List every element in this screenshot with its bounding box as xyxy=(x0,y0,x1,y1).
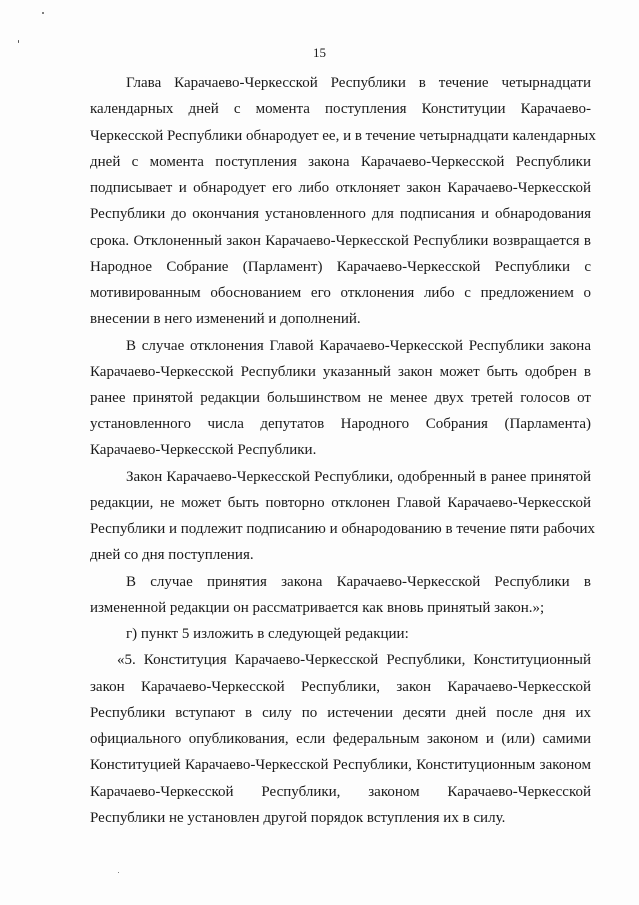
text-line: Карачаево-Черкесской Республики указанный закон может быть одобрен в xyxy=(90,364,591,380)
text-line: Народное Собрание (Парламент) Карачаево-Черкесской Республики с xyxy=(90,259,591,275)
text-line: редакции, не может быть повторно отклонен Главой Карачаево-Черкесской xyxy=(90,495,591,511)
text-line: Республики вступают в силу по истечении десяти дней после дня их xyxy=(90,705,591,721)
text-line: «5. Конституция Карачаево-Черкесской Республики, Конституционный xyxy=(117,652,591,668)
text-line: Конституцией Карачаево-Черкесской Республики, Конституционным законом xyxy=(90,757,591,773)
text-line: Республики не установлен другой порядок вступления их в силу. xyxy=(90,810,506,826)
text-line: срока. Отклоненный закон Карачаево-Черкесской Республики возвращается в xyxy=(90,233,591,249)
text-line: дней со дня поступления. xyxy=(90,547,254,563)
text-line: Черкесской Республики обнародует ее, и в течение четырнадцати календарных xyxy=(90,128,596,144)
page-number: 15 xyxy=(313,45,326,60)
text-line: Республики до окончания установленного для подписания и обнародования xyxy=(90,206,591,222)
text-line: Республики и подлежит подписанию и обнародованию в течение пяти рабочих xyxy=(90,521,596,537)
text-line: г) пункт 5 изложить в следующей редакции: xyxy=(126,626,409,642)
text-line: Карачаево-Черкесской Республики. xyxy=(90,442,317,458)
text-line: установленного числа депутатов Народного Собрания (Парламента) xyxy=(90,416,591,432)
text-line: ранее принятой редакции большинством не менее двух третей голосов от xyxy=(90,390,591,406)
text-line: В случае принятия закона Карачаево-Черкесской Республики в xyxy=(126,574,591,590)
text-line: календарных дней с момента поступления Конституции Карачаево- xyxy=(90,101,591,117)
scan-speck xyxy=(42,12,44,14)
text-line: закон Карачаево-Черкесской Республики, закон Карачаево-Черкесской xyxy=(90,679,591,695)
text-line: В случае отклонения Главой Карачаево-Черкесской Республики закона xyxy=(126,338,591,354)
text-line: Карачаево-Черкесской Республики, законом Карачаево-Черкесской xyxy=(90,784,591,800)
text-line: мотивированным обоснованием его отклонения либо с предложением о xyxy=(90,285,591,301)
text-line: дней с момента поступления закона Карачаево-Черкесской Республики xyxy=(90,154,591,170)
text-line: измененной редакции он рассматривается как вновь принятый закон.»; xyxy=(90,600,545,616)
text-line: Глава Карачаево-Черкесской Республики в течение четырнадцати xyxy=(126,75,591,91)
scan-speck xyxy=(118,872,119,873)
text-line: подписывает и обнародует его либо отклоняет закон Карачаево-Черкесской xyxy=(90,180,591,196)
text-line: официального опубликования, если федеральным законом и (или) самими xyxy=(90,731,591,747)
text-line: внесении в него изменений и дополнений. xyxy=(90,311,361,327)
text-line: Закон Карачаево-Черкесской Республики, одобренный в ранее принятой xyxy=(126,469,591,485)
scan-speck xyxy=(18,40,19,43)
